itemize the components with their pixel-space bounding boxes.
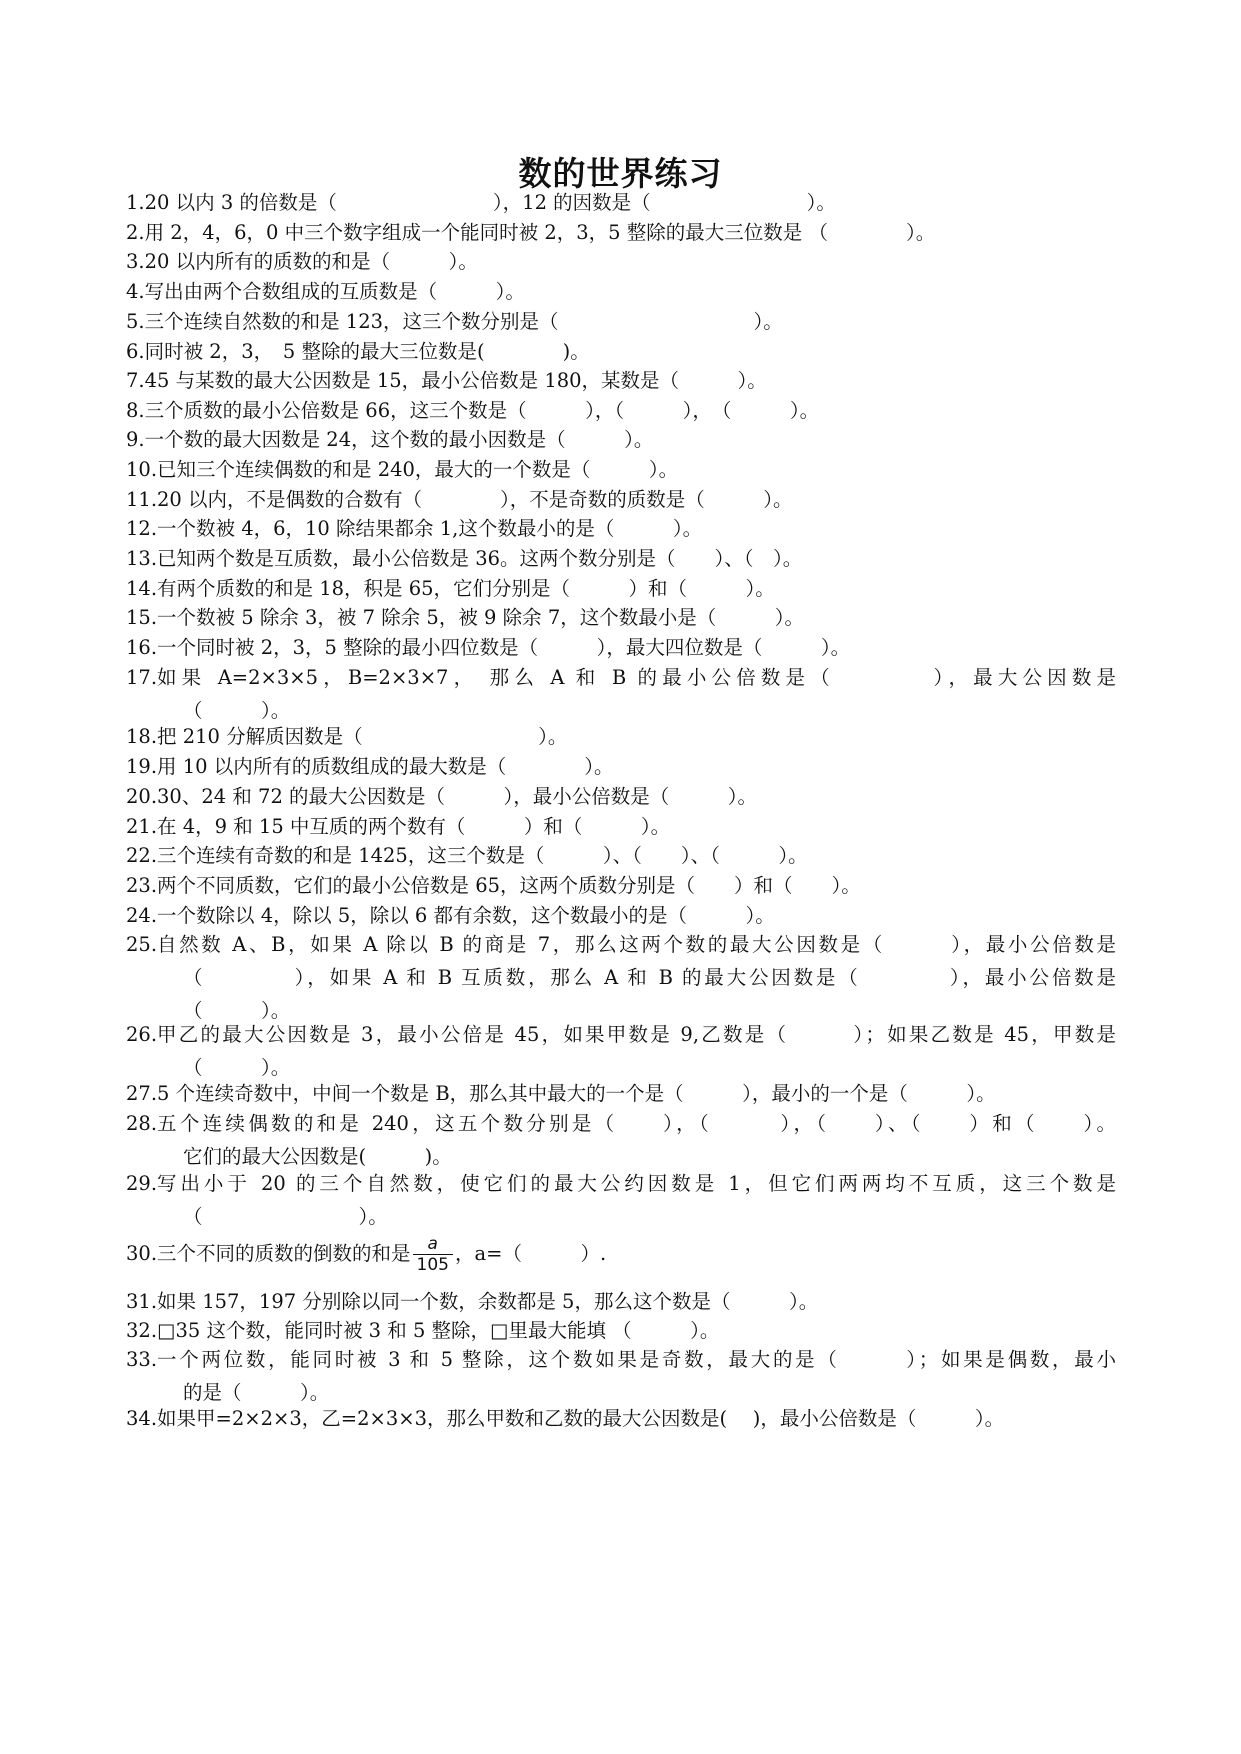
question-continuation: （ ）。 xyxy=(183,999,291,1022)
question-text: □35 这个数，能同时被 3 和 5 整除，□里最大能填 （ ）。 xyxy=(157,1319,720,1342)
question-number: 17. xyxy=(126,666,158,689)
question-continuation: （ ）。 xyxy=(183,699,291,722)
question-text: 三个不同的质数的倒数的和是 xyxy=(157,1242,411,1265)
question-number: 33. xyxy=(126,1348,158,1371)
question-text: 五个连续偶数的和是 240，这五个数分别是（ ），（ ），（ ）、（ ）和（ ）。 xyxy=(157,1112,1116,1135)
question-19 xyxy=(126,750,1116,783)
question-4 xyxy=(126,275,1116,308)
question-line xyxy=(126,453,1116,486)
question-text: 已知三个连续偶数的和是 240，最大的一个数是（ ）。 xyxy=(157,458,679,481)
question-line xyxy=(126,631,1116,664)
question-text: 如果甲=2×2×3，乙=2×3×3，那么甲数和乙数的最大公因数是( )，最小公倍数是（ ）。 xyxy=(157,1407,1005,1430)
question-text: 一个数的最大因数是 24，这个数的最小因数是（ ）。 xyxy=(144,428,654,451)
question-text: 把 210 分解质因数是（ ）。 xyxy=(157,725,568,748)
question-text: 三个连续自然数的和是 123，这三个数分别是（ ）。 xyxy=(144,310,783,333)
question-text: 20 以内所有的质数的和是（ ）。 xyxy=(144,250,478,273)
question-line xyxy=(126,839,1116,872)
page-title: 数的世界练习 xyxy=(518,154,723,193)
question-number: 12. xyxy=(126,517,158,540)
question-line xyxy=(126,780,1116,813)
question-number: 29. xyxy=(126,1172,158,1195)
question-line xyxy=(126,542,1116,575)
question-text: 45 与某数的最大公因数是 15，最小公倍数是 180，某数是（ ）。 xyxy=(144,369,767,392)
fraction-denominator: 105 xyxy=(416,1255,449,1275)
question-text: 20 以内，不是偶数的合数有（ ），不是奇数的质数是（ ）。 xyxy=(157,488,793,511)
question-text: 一个数被 4，6，10 除结果都余 1,这个数最小的是（ ）。 xyxy=(157,517,703,540)
question-line xyxy=(126,720,1116,753)
question-5 xyxy=(126,305,1116,338)
question-text: 甲乙的最大公因数是 3，最小公倍是 45，如果甲数是 9,乙数是（ ）；如果乙数是 45，甲数是 xyxy=(157,1023,1116,1046)
question-number: 1. xyxy=(126,191,145,214)
question-13 xyxy=(126,542,1116,575)
question-text: 写出小于 20 的三个自然数，使它们的最大公约因数是 1，但它们两两均不互质，这三个数是 xyxy=(157,1172,1116,1195)
question-line xyxy=(126,869,1116,902)
question-line xyxy=(126,928,1116,961)
question-line xyxy=(126,275,1116,308)
question-text: 如果 157，197 分别除以同一个数，余数都是 5，那么这个数是（ ）。 xyxy=(157,1290,819,1313)
question-text: 写出由两个合数组成的互质数是（ ）。 xyxy=(144,280,525,303)
question-text: 一个数除以 4，除以 5，除以 6 都有余数，这个数最小的是（ ）。 xyxy=(157,904,775,927)
question-text: 已知两个数是互质数，最小公倍数是 36。这两个数分别是（ ）、（ ）。 xyxy=(157,547,803,570)
question-30 xyxy=(126,1232,1116,1276)
question-7 xyxy=(126,364,1116,397)
question-number: 6. xyxy=(126,340,145,363)
question-line xyxy=(126,1343,1116,1376)
question-number: 13. xyxy=(126,547,158,570)
question-text: 有两个质数的和是 18，积是 65，它们分别是（ ）和（ ）。 xyxy=(157,577,775,600)
question-26 xyxy=(126,1018,1116,1084)
question-number: 3. xyxy=(126,250,145,273)
question-number: 7. xyxy=(126,369,145,392)
question-line xyxy=(126,364,1116,397)
question-number: 28. xyxy=(126,1112,158,1135)
question-number: 14. xyxy=(126,577,158,600)
question-text: 一个数被 5 除余 3，被 7 除余 5，被 9 除余 7，这个数最小是（ ）。 xyxy=(157,606,804,629)
question-text: 如果 A=2×3×5，B=2×3×7， 那么 A 和 B 的最小公倍数是（ ），最大公因数是 xyxy=(157,666,1116,689)
question-text: 一个两位数，能同时被 3 和 5 整除，这个数如果是奇数，最大的是（ ）；如果是偶数，最小 xyxy=(157,1348,1116,1371)
question-12 xyxy=(126,512,1116,545)
question-number: 16. xyxy=(126,636,158,659)
question-33 xyxy=(126,1343,1116,1409)
question-line xyxy=(126,186,1116,219)
question-15 xyxy=(126,601,1116,634)
question-number: 4. xyxy=(126,280,145,303)
question-line xyxy=(126,1077,1116,1110)
question-16 xyxy=(126,631,1116,664)
question-27 xyxy=(126,1077,1116,1110)
question-text: 一个同时被 2，3，5 整除的最小四位数是（ ），最大四位数是（ ）。 xyxy=(157,636,851,659)
question-18 xyxy=(126,720,1116,753)
question-line xyxy=(126,750,1116,783)
question-line xyxy=(126,423,1116,456)
question-line xyxy=(126,305,1116,338)
question-number: 19. xyxy=(126,755,158,778)
question-line xyxy=(126,1107,1116,1140)
question-10 xyxy=(126,453,1116,486)
question-text: ，a=（ ）. xyxy=(454,1242,607,1265)
question-text: 30、24 和 72 的最大公因数是（ ），最小公倍数是（ ）。 xyxy=(157,785,758,808)
question-line xyxy=(126,1018,1116,1051)
question-text: 同时被 2，3， 5 整除的最大三位数是( )。 xyxy=(144,340,590,363)
question-text: 自然数 A、B，如果 A 除以 B 的商是 7，那么这两个数的最大公因数是（ ），最小公倍数是 xyxy=(157,933,1116,956)
question-22 xyxy=(126,839,1116,872)
question-20 xyxy=(126,780,1116,813)
question-text: 20 以内 3 的倍数是（ ），12 的因数是（ ）。 xyxy=(144,191,836,214)
question-number: 18. xyxy=(126,725,158,748)
question-line xyxy=(126,661,1116,694)
question-17 xyxy=(126,661,1116,727)
question-continuation: （ ）。 xyxy=(183,1056,291,1079)
question-number: 10. xyxy=(126,458,158,481)
question-continuation: 它们的最大公因数是( )。 xyxy=(183,1145,452,1168)
question-number: 15. xyxy=(126,606,158,629)
question-number: 24. xyxy=(126,904,158,927)
question-line xyxy=(126,1167,1116,1200)
question-number: 8. xyxy=(126,399,145,422)
question-line xyxy=(126,245,1116,278)
question-number: 5. xyxy=(126,310,145,333)
question-number: 23. xyxy=(126,874,158,897)
question-28 xyxy=(126,1107,1116,1173)
question-number: 9. xyxy=(126,428,145,451)
question-line xyxy=(126,512,1116,545)
question-number: 26. xyxy=(126,1023,158,1046)
question-number: 20. xyxy=(126,785,158,808)
question-29 xyxy=(126,1167,1116,1233)
question-number: 21. xyxy=(126,815,158,838)
question-number: 22. xyxy=(126,844,158,867)
fraction-numerator: a xyxy=(413,1234,453,1255)
question-number: 30. xyxy=(126,1242,158,1265)
question-text: 5 个连续奇数中，中间一个数是 B，那么其中最大的一个是（ ），最小的一个是（ ）。 xyxy=(157,1082,996,1105)
question-text: 用 2，4，6，0 中三个数字组成一个能同时被 2，3，5 整除的最大三位数是 （ ）。 xyxy=(144,221,936,244)
question-line xyxy=(126,601,1116,634)
question-text: 用 10 以内所有的质数组成的最大数是（ ）。 xyxy=(157,755,614,778)
question-continuation: （ ），如果 A 和 B 互质数，那么 A 和 B 的最大公因数是（ ），最小公倍数是 xyxy=(183,966,1116,989)
question-25 xyxy=(126,928,1116,1027)
question-text: 两个不同质数，它们的最小公倍数是 65，这两个质数分别是（ ）和（ ）。 xyxy=(157,874,861,897)
question-text: 在 4，9 和 15 中互质的两个数有（ ）和（ ）。 xyxy=(157,815,671,838)
question-1 xyxy=(126,186,1116,219)
question-number: 25. xyxy=(126,933,158,956)
question-text: 三个连续有奇数的和是 1425，这三个数是（ ）、（ ）、（ ）。 xyxy=(157,844,808,867)
question-text: 三个质数的最小公倍数是 66，这三个数是（ ），（ ）， （ ）。 xyxy=(144,399,820,422)
question-number: 11. xyxy=(126,488,158,511)
question-number: 32. xyxy=(126,1319,158,1342)
question-number: 34. xyxy=(126,1407,158,1430)
fraction xyxy=(413,1234,453,1275)
question-34 xyxy=(126,1402,1116,1435)
question-9 xyxy=(126,423,1116,456)
question-number: 2. xyxy=(126,221,145,244)
question-number: 31. xyxy=(126,1290,158,1313)
question-line xyxy=(126,1402,1116,1435)
question-23 xyxy=(126,869,1116,902)
question-continuation: （ ）。 xyxy=(183,1205,388,1228)
question-number: 27. xyxy=(126,1082,158,1105)
question-3 xyxy=(126,245,1116,278)
question-continuation: 的是（ ）。 xyxy=(183,1381,330,1404)
